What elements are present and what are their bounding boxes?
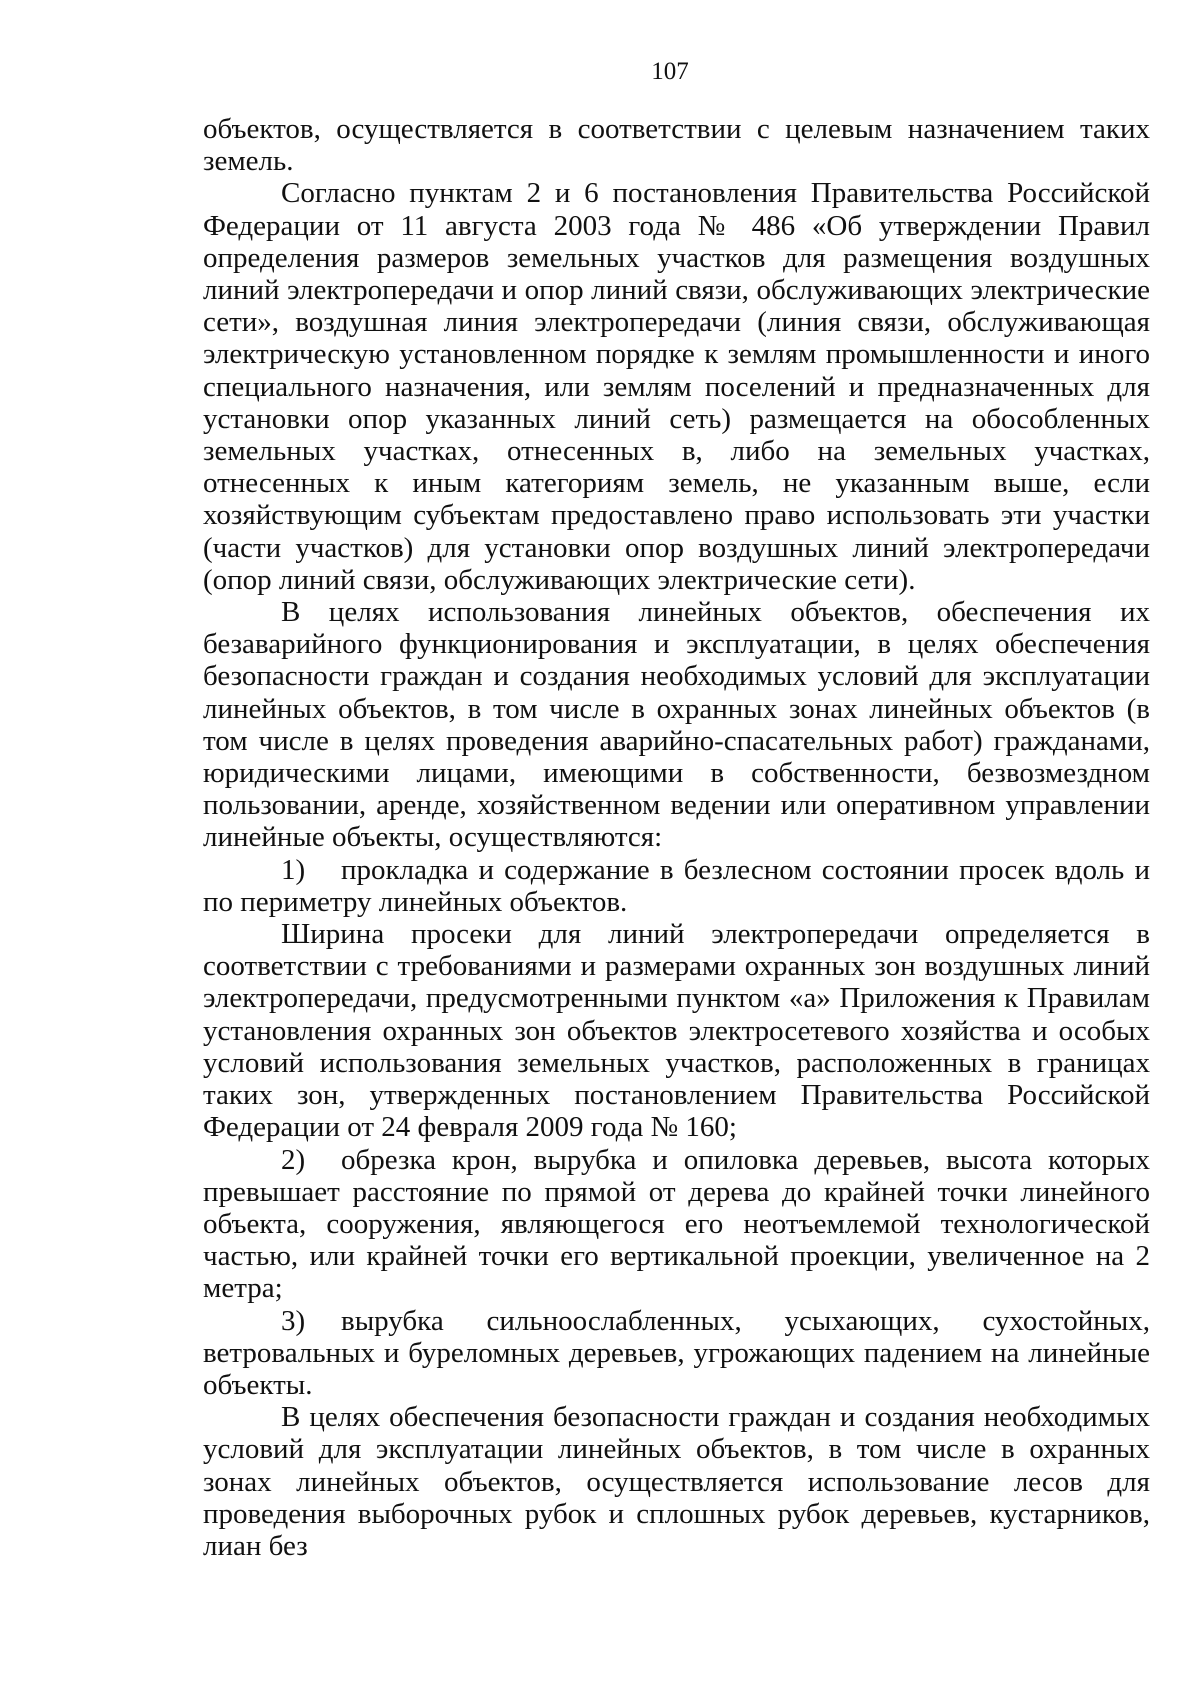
paragraph-text: Согласно пунктам 2 и 6 постановления Правительства Российской Федерации от 11 августа 2003 года № 486 «Об утверждении Правил определения размеров земельных участков для размещения воздушных линий электропередачи и опор линий связи, обслуживающих электрические сети», воздушная линия электропередачи (линия связи, обслуживающая электрическую установленном порядке к землям промышленности и иного специального назначения, или землям поселений и предназначенных для установки опор указанных линий сеть) размещается на обособленных земельных участках, отнесенных в, либо на земельных участках, отнесенных к иным категориям земель, не указанным выше, если хозяйствующим субъектам предоставлено право использовать эти участки (части участков) для установки опор воздушных линий электропередачи (опор линий связи, обслуживающих электрические сети). xyxy=(203,177,1150,596)
page-number: 107 xyxy=(651,58,689,85)
paragraph-clearing-width xyxy=(203,918,1150,1143)
list-item-number: 3) xyxy=(281,1304,306,1337)
paragraph-text: В целях использования линейных объектов, обеспечения их безаварийного функционирования и эксплуатации, в целях обеспечения безопасности граждан и создания необходимых условий для эксплуатации линейных объектов, в том числе в охранных зонах линейных объектов (в том числе в целях проведения аварийно-спасательных работ) гражданами, юридическими лицами, имеющими в собственности, безвозмездном пользовании, аренде, хозяйственном ведении или оперативном управлении линейные объекты, осуществляются: xyxy=(203,596,1150,854)
paragraph-text: Ширина просеки для линий электропередачи определяется в соответствии с требованиями и размерами охранных зон воздушных линий электропередачи, предусмотренными пунктом «а» Приложения к Правилам установления охранных зон объектов электросетевого хозяйства и особых условий использования земельных участков, расположенных в границах таких зон, утвержденных постановлением Правительства Российской Федерации от 24 февраля 2009 года № 160; xyxy=(203,918,1150,1144)
list-item-number: 1) xyxy=(281,853,306,886)
paragraph-decree-486 xyxy=(203,177,1150,596)
paragraph-linear-objects-purpose xyxy=(203,596,1150,854)
list-item-1 xyxy=(203,854,1150,918)
list-item-text: обрезка крон, вырубка и опиловка деревьев, высота которых превышает расстояние по прямой от дерева до крайней точки линейного объекта, сооружения, являющегося его неотъемлемой технологической частью, или крайней точки его вертикальной проекции, увеличенное на 2 метра; xyxy=(203,1143,1150,1305)
list-item-number: 2) xyxy=(281,1143,306,1176)
paragraph-text: объектов, осуществляется в соответствии с целевым назначением таких земель. xyxy=(203,113,1150,178)
list-item-2 xyxy=(203,1144,1150,1305)
document-body xyxy=(203,113,1150,1562)
paragraph-text: В целях обеспечения безопасности граждан и создания необходимых условий для эксплуатации линейных объектов, в том числе в охранных зонах линейных объектов, осуществляется использование лесов для проведения выборочных рубок и сплошных рубок деревьев, кустарников, лиан без xyxy=(203,1401,1150,1562)
list-item-3 xyxy=(203,1305,1150,1402)
paragraph-continuation xyxy=(203,113,1150,177)
list-item-text: прокладка и содержание в безлесном состоянии просек вдоль и по периметру линейных объектов. xyxy=(203,853,1150,918)
list-item-text: вырубка сильноослабленных, усыхающих, сухостойных, ветровальных и буреломных деревьев, угрожающих падением на линейные объекты. xyxy=(203,1304,1150,1401)
paragraph-forest-use xyxy=(203,1401,1150,1562)
